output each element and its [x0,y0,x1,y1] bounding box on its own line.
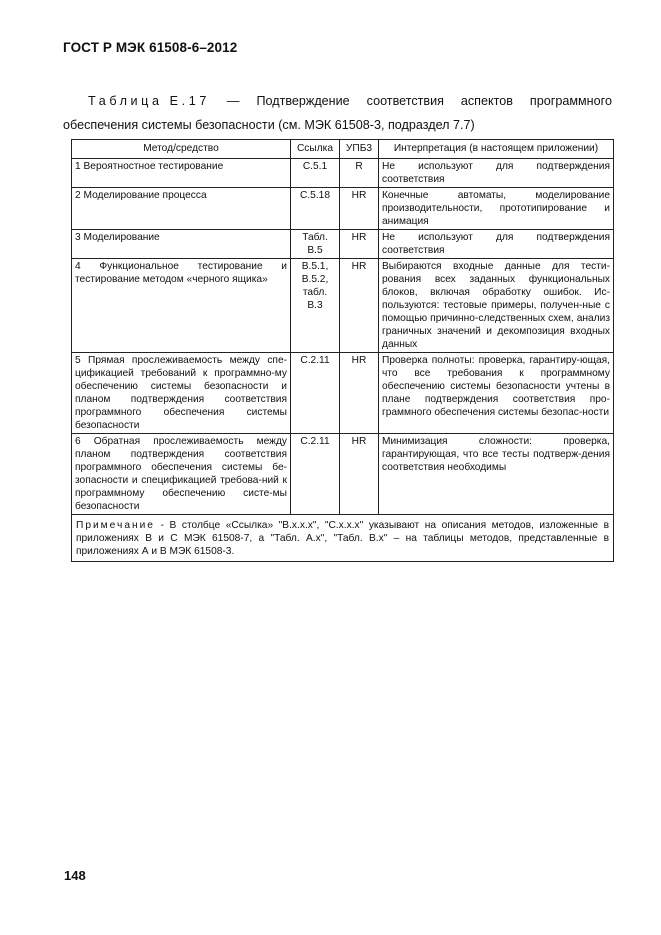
table-row [72,353,614,434]
cell-method: 4 Функциональное тестирование и тестирование методом «черного ящика» [72,259,291,353]
cell-reference: Табл. В.5 [291,230,340,259]
methods-table [71,139,614,562]
cell-reference: С.2.11 [291,353,340,434]
cell-interpretation: Не используют для подтверждения соответствия [379,230,614,259]
cell-reference: С.5.1 [291,159,340,188]
cell-interpretation: Проверка полноты: проверка, гарантиру-ющая, что все требования к программному обеспечению системы безопасности учтены в плане подтверждения соответствия про-граммного обеспечения системы безопас-ности [379,353,614,434]
table-caption-label: Таблица Е.17 [88,94,210,108]
cell-level: HR [340,259,379,353]
header-level: УПБ3 [340,140,379,159]
header-reference: Ссылка [291,140,340,159]
cell-level: HR [340,230,379,259]
table-caption-word: соответствия [366,94,444,108]
cell-method: 1 Вероятностное тестирование [72,159,291,188]
note-text: - В столбце «Ссылка» "В.х.х.х", "С.х.х.х" указывают на описания методов, изложенные в приложениях В и С МЭК 61508-7, а "Табл. А.х", "Табл. В.х" – на таблицы методов, представленные в приложениях А и В МЭК 61508-3. [76,520,609,557]
note-label: Примечание [76,520,155,531]
table-row [72,159,614,188]
cell-reference: В.5.1, В.5.2, табл. В.3 [291,259,340,353]
cell-method: 3 Моделирование [72,230,291,259]
cell-method: 5 Прямая прослеживаемость между спе-цификацией требований к программно-му обеспечению системы безопасности и планом подтверждения соответствия программного обеспечения системы безопасности [72,353,291,434]
table-row [72,434,614,515]
cell-interpretation: Выбираются входные данные для тести-рования всех заданных функциональных блоков, включая обработку ошибок. Ис-пользуются: тестовые примеры, получен-ные с помощью причинно-следственных схем, анализ граничных значений и декомпозиция входных данных [379,259,614,353]
cell-interpretation: Конечные автоматы, моделирование производительности, прототипирование и анимация [379,188,614,230]
table-caption-line1 [88,94,612,108]
cell-level: HR [340,188,379,230]
table-caption-line2: обеспечения системы безопасности (см. МЭК 61508-3, подраздел 7.7) [63,118,475,132]
table-row [72,230,614,259]
table-row [72,188,614,230]
table-caption-word: аспектов [460,94,513,108]
cell-method: 2 Моделирование процесса [72,188,291,230]
cell-level: R [340,159,379,188]
header-method: Метод/средство [72,140,291,159]
table-caption-word: программного [529,94,612,108]
table-caption-word: Подтверждение [256,94,350,108]
cell-level: HR [340,434,379,515]
table-caption-dash: — [226,94,240,108]
header-interpretation: Интерпретация (в настоящем приложении) [379,140,614,159]
page-number: 148 [64,868,86,883]
cell-interpretation: Минимизация сложности: проверка, гарантирующая, что все тесты подтверж-дения соответствия необходимы [379,434,614,515]
table-header-row [72,140,614,159]
table-row [72,259,614,353]
cell-level: HR [340,353,379,434]
cell-reference: С.5.18 [291,188,340,230]
cell-reference: С.2.11 [291,434,340,515]
table-note [72,515,614,562]
document-header: ГОСТ Р МЭК 61508-6–2012 [63,40,238,55]
cell-method: 6 Обратная прослеживаемость между планом подтверждения соответствия программного обеспечения системы бе-зопасности и спецификацией требова-ний к программному обеспечению систе-мы безопасности [72,434,291,515]
table-note-row [72,515,614,562]
cell-interpretation: Не используют для подтверждения соответствия [379,159,614,188]
